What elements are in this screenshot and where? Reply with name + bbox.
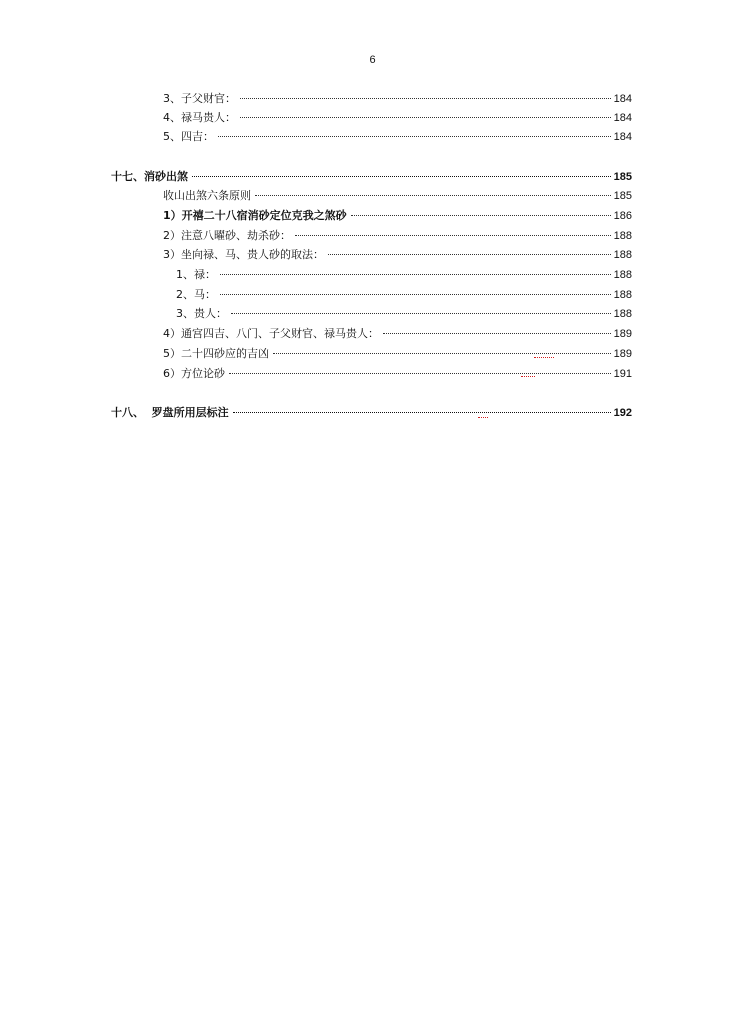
toc-entry[interactable] xyxy=(163,325,632,343)
toc-entry-label: 4）通宫四吉、八门、子父财官、禄马贵人： xyxy=(163,327,379,340)
page-number: 6 xyxy=(369,54,376,66)
toc-leader xyxy=(255,194,611,196)
toc-leader xyxy=(220,273,611,275)
toc-entry-label: 2、马： xyxy=(176,288,216,301)
toc-heading-entry[interactable] xyxy=(111,404,632,422)
toc-entry[interactable] xyxy=(176,305,632,323)
toc-leader xyxy=(240,116,611,118)
toc-entry-page: 188 xyxy=(613,269,632,281)
toc-entry-page: 188 xyxy=(613,249,632,261)
toc-entry-page: 192 xyxy=(613,407,632,419)
toc-entry-label: 5、四吉： xyxy=(163,130,214,143)
toc-entry[interactable] xyxy=(163,187,632,205)
toc-entry[interactable] xyxy=(163,207,632,225)
toc-entry-label: 十七、消砂出煞 xyxy=(111,170,188,183)
toc-entry[interactable] xyxy=(176,286,632,304)
toc-entry[interactable] xyxy=(163,246,632,264)
toc-entry[interactable] xyxy=(163,90,632,108)
toc-entry-page: 185 xyxy=(613,171,632,183)
toc-entry-label: 3、贵人： xyxy=(176,307,227,320)
toc-leader xyxy=(233,411,611,413)
toc-entry-page: 184 xyxy=(613,112,632,124)
toc-heading-entry[interactable] xyxy=(111,168,632,186)
toc-entry-page: 184 xyxy=(613,93,632,105)
toc-entry-label: 6）方位论砂 xyxy=(163,367,225,380)
toc-entry-page: 189 xyxy=(613,328,632,340)
toc-entry-label: 5）二十四砂应的吉凶 xyxy=(163,347,269,360)
toc-entry[interactable] xyxy=(163,109,632,127)
toc-entry-page: 191 xyxy=(613,368,632,380)
toc-entry-page: 188 xyxy=(613,230,632,242)
toc-entry-page: 189 xyxy=(613,348,632,360)
toc-entry-label: 2）注意八曜砂、劫杀砂： xyxy=(163,229,291,242)
toc-entry-page: 184 xyxy=(613,131,632,143)
toc-leader xyxy=(231,312,611,314)
toc-leader xyxy=(192,175,611,177)
toc-leader xyxy=(273,352,611,354)
spellcheck-squiggle xyxy=(534,354,554,358)
toc-leader xyxy=(218,135,611,137)
toc-entry-page: 185 xyxy=(613,190,632,202)
spellcheck-squiggle xyxy=(478,414,488,418)
toc-entry-page: 186 xyxy=(613,210,632,222)
toc-leader xyxy=(351,214,611,216)
toc-entry-label: 1、禄： xyxy=(176,268,216,281)
toc-entry-page: 188 xyxy=(613,289,632,301)
toc-leader xyxy=(220,293,611,295)
toc-entry-label: 3、子父财官： xyxy=(163,92,236,105)
toc-entry[interactable] xyxy=(163,365,632,383)
toc-entry-label: 4、禄马贵人： xyxy=(163,111,236,124)
toc-entry-page: 188 xyxy=(613,308,632,320)
toc-leader xyxy=(229,372,611,374)
toc-leader xyxy=(295,234,611,236)
toc-leader xyxy=(328,253,611,255)
toc-leader xyxy=(240,97,611,99)
spellcheck-squiggle xyxy=(521,373,535,377)
toc-leader xyxy=(383,332,611,334)
toc-entry[interactable] xyxy=(163,227,632,245)
toc-entry[interactable] xyxy=(176,266,632,284)
toc-entry[interactable] xyxy=(163,345,632,363)
toc-entry-label: 收山出煞六条原则 xyxy=(163,189,251,202)
toc-entry-label: 3）坐向禄、马、贵人砂的取法： xyxy=(163,248,324,261)
toc-entry[interactable] xyxy=(163,128,632,146)
toc-entry-label: 1）开禧二十八宿消砂定位克我之煞砂 xyxy=(163,209,347,222)
toc-entry-label: 十八、 罗盘所用层标注 xyxy=(111,406,229,419)
